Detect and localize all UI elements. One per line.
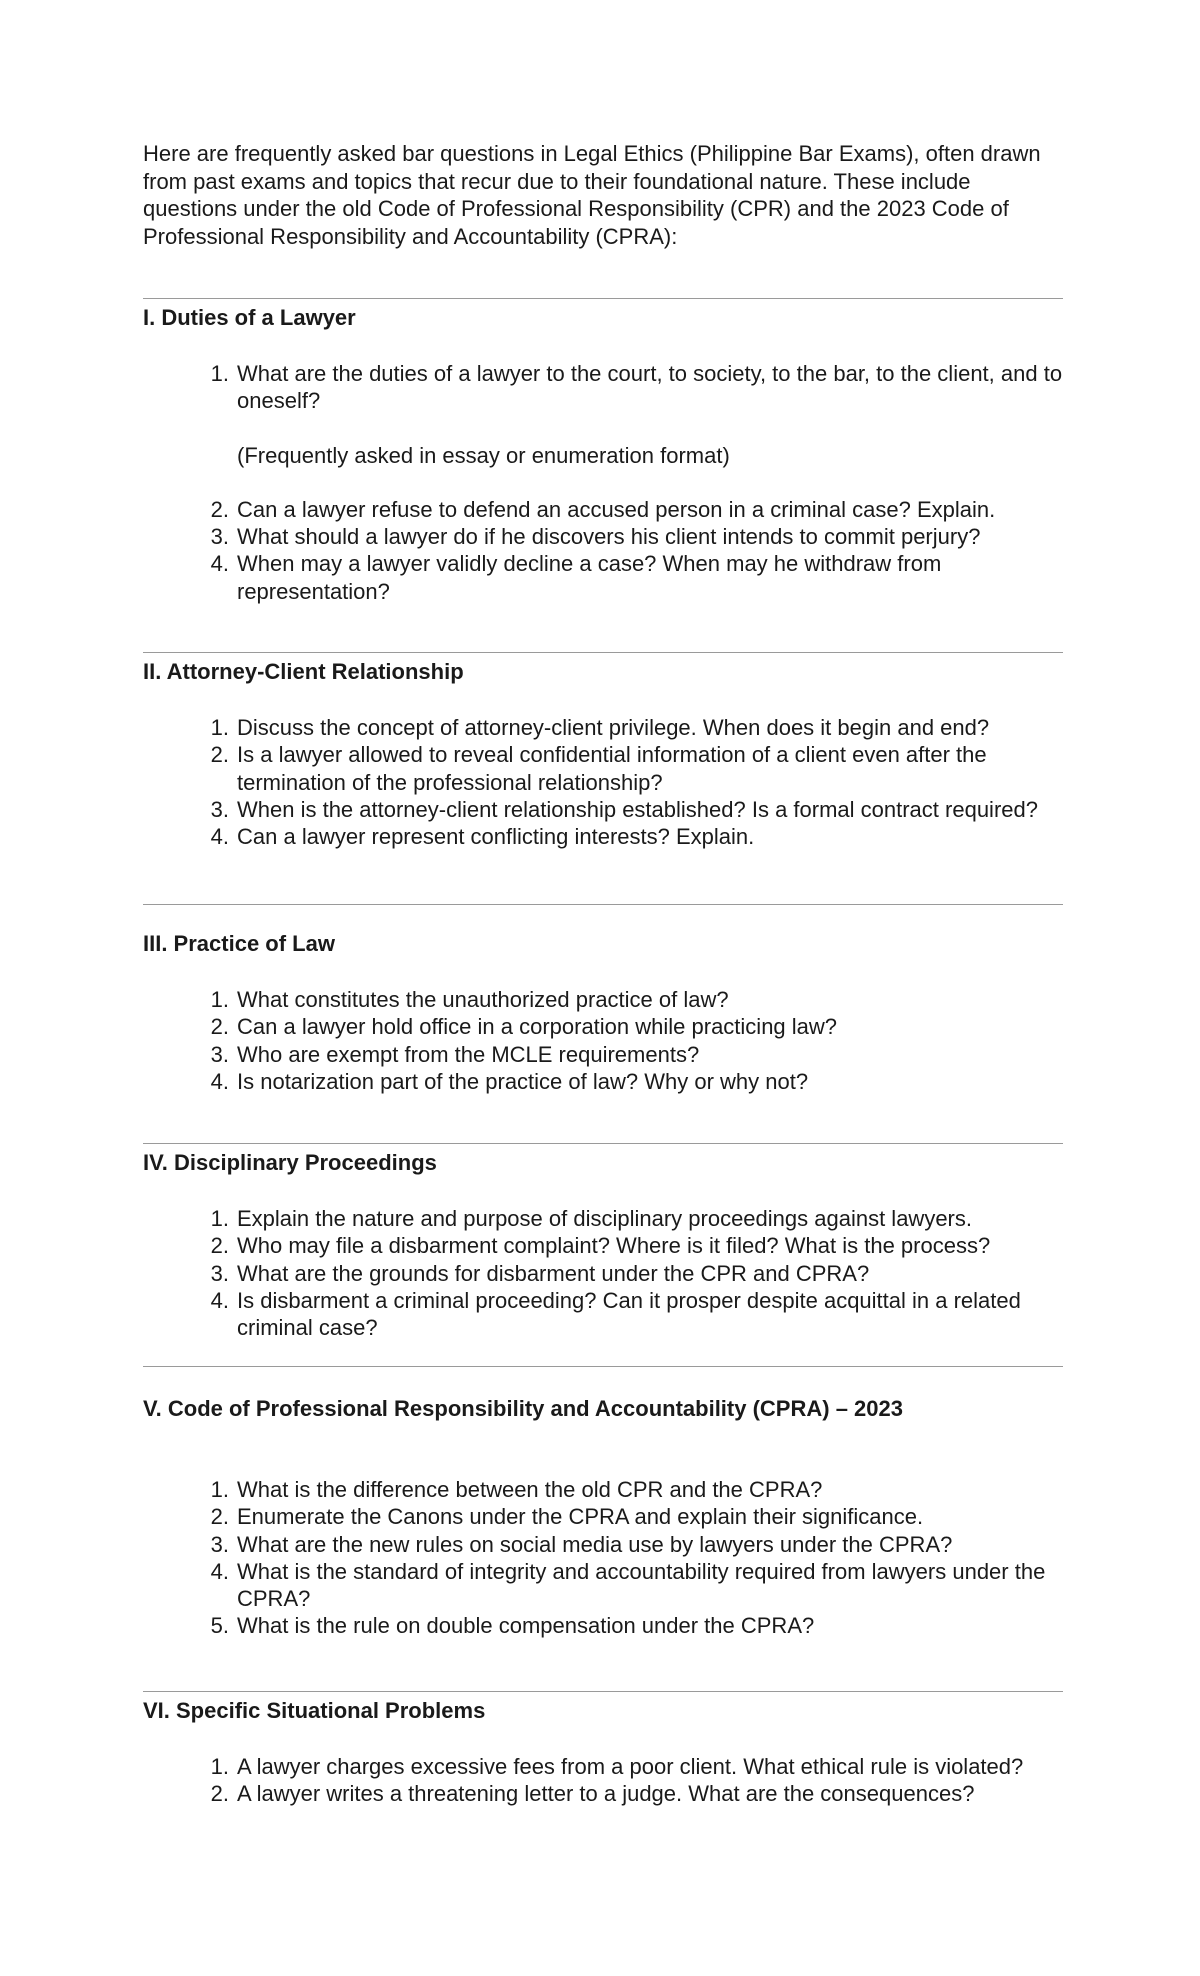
list-number: 2. <box>210 496 229 522</box>
section-title-duties: I. Duties of a Lawyer <box>143 305 356 330</box>
list-item <box>143 1041 1063 1068</box>
list-number: 4. <box>210 824 229 850</box>
question-text: Discuss the concept of attorney-client privilege. When does it begin and end? <box>237 715 990 740</box>
list-number: 5. <box>210 1613 229 1639</box>
section-divider <box>143 1366 1063 1367</box>
list-item <box>143 1531 1063 1558</box>
question-text: Who are exempt from the MCLE requirements? <box>237 1041 700 1067</box>
section-title-cpra: V. Code of Professional Responsibility and Accountability (CPRA) – 2023 <box>143 1396 903 1421</box>
section-title-attorney-client: II. Attorney-Client Relationship <box>143 659 464 684</box>
list-number: 4. <box>210 1068 229 1094</box>
list-item <box>143 1503 1063 1530</box>
question-text: What are the grounds for disbarment under the CPR and CPRA? <box>237 1260 870 1286</box>
question-text: Who may file a disbarment complaint? Where is it filed? What is the process? <box>237 1233 991 1259</box>
question-text: Is notarization part of the practice of law? Why or why not? <box>237 1068 809 1094</box>
list-item <box>143 714 1063 741</box>
list-item <box>143 496 1063 523</box>
question-text: When is the attorney-client relationship established? Is a formal contract required? <box>237 796 1038 822</box>
question-text: What should a lawyer do if he discovers his client intends to commit perjury? <box>237 524 981 550</box>
list-item <box>143 523 1063 550</box>
list-number: 2. <box>210 1504 229 1530</box>
intro-block <box>143 140 1063 250</box>
section-divider <box>143 652 1063 653</box>
question-list-duties <box>143 360 1063 605</box>
intro-paragraph: Here are frequently asked bar questions in Legal Ethics (Philippine Bar Exams), often drawn from past exams and topics that recur due to their foundational nature. These include questions under the old Code of Professional Responsibility (CPR) and the 2023 Code of Professional Responsibility and Accountability (CPRA): <box>143 141 1041 249</box>
list-item <box>143 796 1063 823</box>
question-list-disciplinary <box>143 1205 1063 1341</box>
list-number: 2. <box>210 1233 229 1259</box>
question-text: What is the difference between the old CPR and the CPRA? <box>237 1477 823 1502</box>
list-item <box>143 1287 1063 1342</box>
list-item <box>143 360 1063 469</box>
list-item <box>143 1260 1063 1287</box>
list-number: 1. <box>210 987 229 1012</box>
list-number: 4. <box>210 1558 229 1584</box>
list-item <box>143 550 1063 605</box>
question-list-attorney-client <box>143 714 1063 850</box>
section-divider <box>143 1691 1063 1692</box>
question-text: Explain the nature and purpose of disciplinary proceedings against lawyers. <box>237 1206 972 1231</box>
section-divider <box>143 298 1063 299</box>
list-number: 1. <box>210 715 229 740</box>
list-item <box>143 1780 1063 1807</box>
section-title-practice-of-law: III. Practice of Law <box>143 931 335 956</box>
question-text: Can a lawyer hold office in a corporation while practicing law? <box>237 1014 838 1040</box>
list-number: 2. <box>210 1014 229 1040</box>
list-item <box>143 986 1063 1013</box>
list-item <box>143 1558 1063 1613</box>
list-item <box>143 823 1063 850</box>
section-title-situational: VI. Specific Situational Problems <box>143 1698 486 1723</box>
list-number: 1. <box>210 361 229 386</box>
question-list-practice-of-law <box>143 986 1063 1095</box>
list-item <box>143 1753 1063 1780</box>
question-text: Is a lawyer allowed to reveal confidential information of a client even after the termination of the professional relationship? <box>237 742 987 795</box>
section-divider <box>143 904 1063 905</box>
list-number: 1. <box>210 1754 229 1779</box>
question-text: What are the duties of a lawyer to the court, to society, to the bar, to the client, and to oneself? <box>237 361 1063 414</box>
list-number: 3. <box>210 1041 229 1067</box>
question-list-cpra <box>143 1476 1063 1640</box>
question-text: What is the standard of integrity and accountability required from lawyers under the CPRA? <box>237 1558 1046 1612</box>
list-number: 1. <box>210 1477 229 1502</box>
question-text: Can a lawyer refuse to defend an accused person in a criminal case? Explain. <box>237 496 996 522</box>
list-number: 3. <box>210 1531 229 1557</box>
question-text: A lawyer charges excessive fees from a poor client. What ethical rule is violated? <box>237 1754 1024 1779</box>
list-item <box>143 1068 1063 1095</box>
list-item <box>143 741 1063 796</box>
list-number: 2. <box>210 742 229 768</box>
question-text: A lawyer writes a threatening letter to a judge. What are the consequences? <box>237 1781 975 1807</box>
list-item <box>143 1232 1063 1259</box>
question-text: What is the rule on double compensation under the CPRA? <box>237 1613 815 1639</box>
list-number: 3. <box>210 524 229 550</box>
question-text: Enumerate the Canons under the CPRA and explain their significance. <box>237 1504 924 1530</box>
list-item <box>143 1612 1063 1639</box>
list-number: 3. <box>210 796 229 822</box>
list-number: 2. <box>210 1781 229 1807</box>
section-title-disciplinary: IV. Disciplinary Proceedings <box>143 1150 437 1175</box>
question-text: Can a lawyer represent conflicting interests? Explain. <box>237 824 755 850</box>
question-text: Is disbarment a criminal proceeding? Can it prosper despite acquittal in a related criminal case? <box>237 1287 1021 1341</box>
question-text: What are the new rules on social media use by lawyers under the CPRA? <box>237 1531 953 1557</box>
list-number: 4. <box>210 551 229 577</box>
list-number: 4. <box>210 1287 229 1313</box>
list-item <box>143 1205 1063 1232</box>
question-note: (Frequently asked in essay or enumeration format) <box>237 442 730 468</box>
list-number: 1. <box>210 1206 229 1231</box>
list-item <box>143 1013 1063 1040</box>
list-number: 3. <box>210 1260 229 1286</box>
question-text: What constitutes the unauthorized practice of law? <box>237 987 729 1012</box>
question-list-situational <box>143 1753 1063 1808</box>
question-text: When may a lawyer validly decline a case? When may he withdraw from representation? <box>237 551 942 604</box>
list-item <box>143 1476 1063 1503</box>
section-divider <box>143 1143 1063 1144</box>
